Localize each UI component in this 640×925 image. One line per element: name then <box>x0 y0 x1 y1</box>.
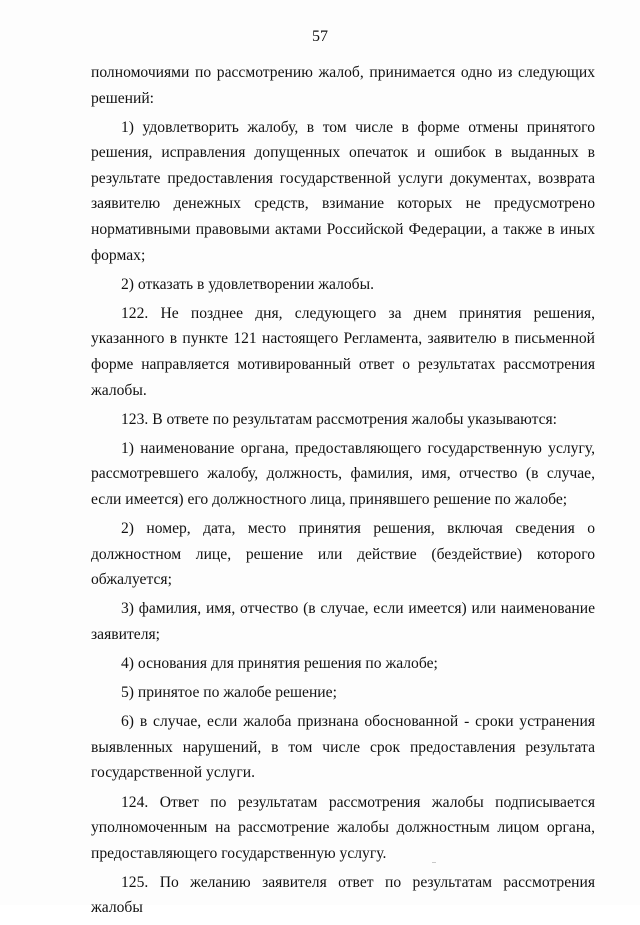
paragraph-item-2: 2) отказать в удовлетворении жалобы. <box>121 275 374 293</box>
paragraph-item-6: 6) в случае, если жалоба признана обоснованной - сроки устранения выявленных нарушений, в том числе срок предоставления результата государственной услуги. <box>91 713 595 782</box>
paragraph-clause-123: 123. В ответе по результатам рассмотрения жалобы указываются: <box>121 410 557 428</box>
paragraph-item-2: 2) номер, дата, место принятия решения, включая сведения о должностном лице, решение или действие (бездействие) которого обжалуется; <box>91 520 595 589</box>
paragraph-item-4: 4) основания для принятия решения по жалобе; <box>121 655 438 673</box>
paragraph-clause-122: 122. Не позднее дня, следующего за днем принятия решения, указанного в пункте 121 настоящего Регламента, заявителю в письменной форме направляется мотивированный ответ о результатах рассмотрения жалобы. <box>91 304 595 399</box>
paragraph-item-1: 1) удовлетворить жалобу, в том числе в форме отмены принятого решения, исправления допущенных опечаток и ошибок в выданных в результате предоставления государственной услуги документах, возврата заявителю денежных средств, взимание которых не предусмотрено нормативными правовыми актами Российской Федерации, а также в иных формах; <box>91 118 595 264</box>
page-number: 57 <box>312 28 328 45</box>
scan-speck <box>432 862 436 863</box>
paragraph-clause-124: 124. Ответ по результатам рассмотрения жалобы подписывается уполномоченным на рассмотрение жалобы должностным лицом органа, предоставляющего государственную услугу. <box>91 793 595 862</box>
paragraph-continuation: полномочиями по рассмотрению жалоб, принимается одно из следующих решений: <box>91 64 595 107</box>
paragraph-clause-125: 125. По желанию заявителя ответ по результатам рассмотрения жалобы <box>91 873 595 917</box>
paragraph-item-1: 1) наименование органа, предоставляющего государственную услугу, рассмотревшего жалобу, должность, фамилия, имя, отчество (в случае, если имеется) его должностного лица, принявшего решение по жалобе; <box>91 439 595 508</box>
document-body <box>91 60 595 925</box>
paragraph-item-5: 5) принятое по жалобе решение; <box>121 684 337 702</box>
paragraph-item-3: 3) фамилия, имя, отчество (в случае, если имеется) или наименование заявителя; <box>91 600 595 643</box>
